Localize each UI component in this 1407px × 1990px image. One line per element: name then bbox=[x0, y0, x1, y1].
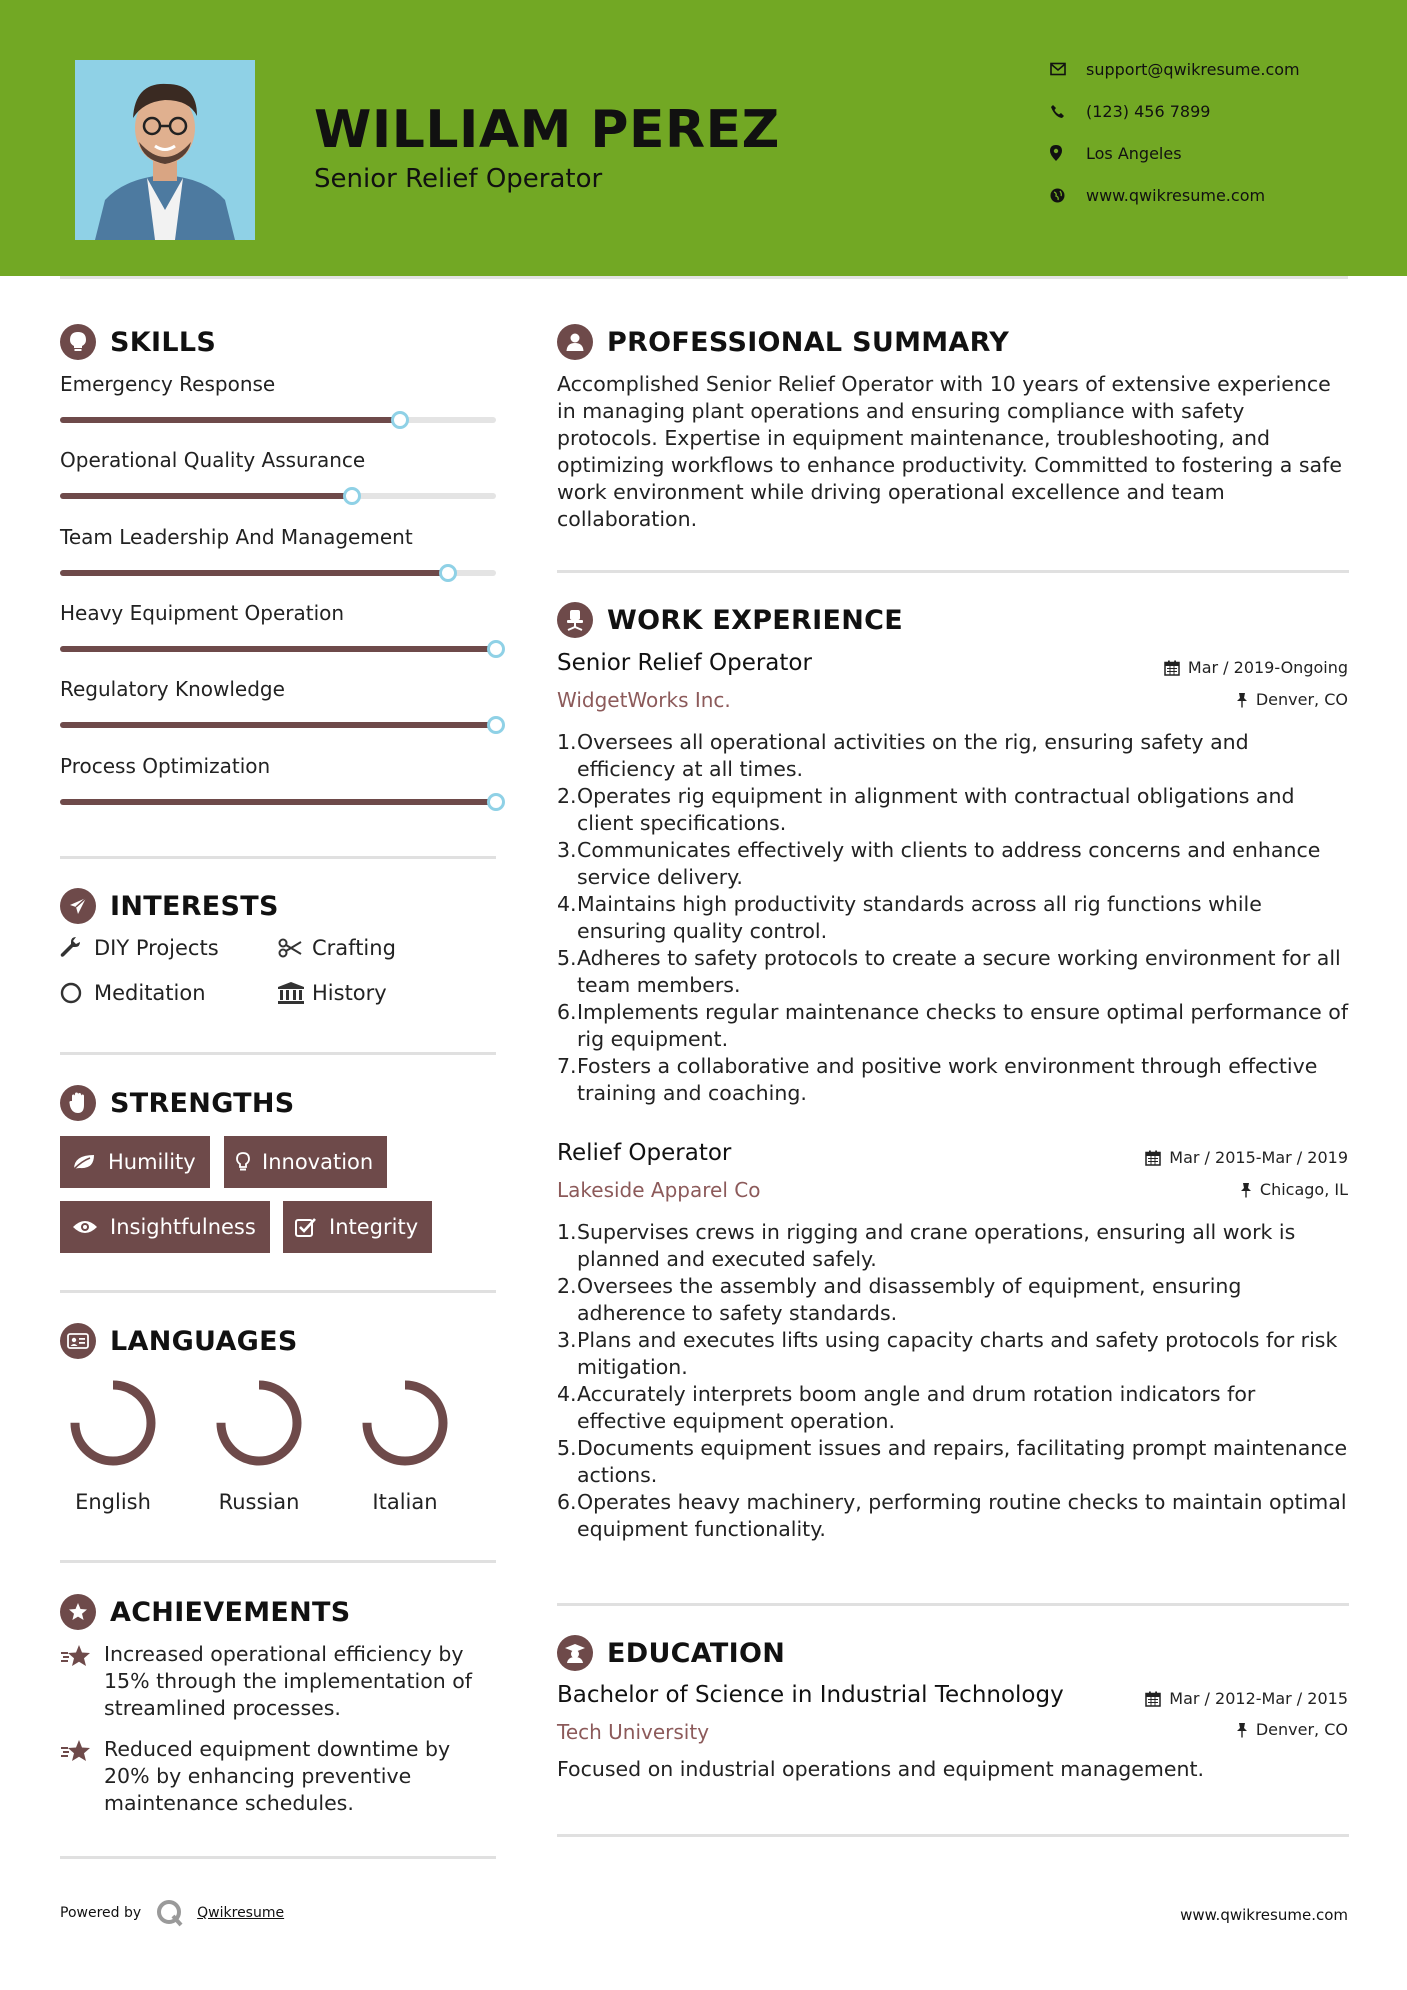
job-duty-item: 4. Maintains high productivity standards across all rig functions while ensuring quality control. bbox=[557, 892, 1262, 943]
hand-icon bbox=[60, 1085, 96, 1121]
section-divider bbox=[557, 1834, 1349, 1837]
skill-bar-knob bbox=[487, 716, 505, 734]
language-ring bbox=[53, 1375, 173, 1479]
job-title: Relief Operator bbox=[557, 1140, 732, 1166]
job-duty-item: 4. Accurately interprets boom angle and drum rotation indicators for effective equipment operation. bbox=[557, 1382, 1256, 1433]
interests-heading: INTERESTS bbox=[60, 888, 279, 924]
skill-bar-knob bbox=[391, 411, 409, 429]
job-dates: Mar / 2015-Mar / 2019 bbox=[1145, 1148, 1348, 1167]
achievements-heading: ACHIEVEMENTS bbox=[60, 1594, 351, 1630]
eye-icon bbox=[72, 1219, 98, 1235]
section-divider bbox=[60, 856, 496, 859]
section-divider bbox=[60, 1560, 496, 1563]
footer-url[interactable]: www.qwikresume.com bbox=[1180, 1906, 1348, 1924]
check-square-icon bbox=[295, 1217, 317, 1237]
section-divider bbox=[557, 1603, 1349, 1606]
job-location: Denver, CO bbox=[1236, 690, 1348, 709]
skill-label: Emergency Response bbox=[60, 372, 276, 396]
job-duty-item: 3. Communicates effectively with clients to address concerns and enhance service delivery. bbox=[557, 838, 1321, 889]
calendar-icon bbox=[1145, 1150, 1161, 1166]
contact-phone[interactable] bbox=[1050, 99, 1390, 123]
language-label: Italian bbox=[372, 1490, 438, 1514]
skill-bar bbox=[60, 570, 496, 576]
education-degree: Bachelor of Science in Industrial Technology bbox=[557, 1682, 1064, 1708]
skill-bar bbox=[60, 799, 496, 805]
pushpin-icon bbox=[1240, 1182, 1252, 1198]
language-ring bbox=[199, 1375, 319, 1479]
strengths-heading: STRENGTHS bbox=[60, 1085, 295, 1121]
star-icon bbox=[60, 1736, 104, 1817]
job-duty-item: 2. Oversees the assembly and disassembly of equipment, ensuring adherence to safety standards. bbox=[557, 1274, 1242, 1325]
job-company: Lakeside Apparel Co bbox=[557, 1178, 761, 1202]
contact-website[interactable] bbox=[1050, 183, 1390, 207]
circle-icon bbox=[60, 982, 94, 1004]
strength-humility: Humility bbox=[60, 1136, 210, 1188]
skill-bar bbox=[60, 646, 496, 652]
scissors-icon bbox=[278, 938, 312, 958]
contact-email[interactable] bbox=[1050, 57, 1390, 81]
achievement-item: Increased operational efficiency by 15% through the implementation of streamlined processes. bbox=[60, 1641, 500, 1722]
header-divider bbox=[60, 276, 1348, 279]
bank-icon bbox=[278, 982, 312, 1004]
job-company: WidgetWorks Inc. bbox=[557, 688, 731, 712]
contact-website-text: www.qwikresume.com bbox=[1086, 185, 1266, 205]
skill-label: Process Optimization bbox=[60, 753, 271, 778]
job-duty-item: 6. Implements regular maintenance checks to ensure optimal performance of rig equipment. bbox=[557, 1000, 1349, 1051]
skill-bar bbox=[60, 493, 496, 499]
education-heading: EDUCATION bbox=[557, 1635, 785, 1671]
skill-bar-fill bbox=[60, 646, 496, 652]
education-school: Tech University bbox=[557, 1720, 710, 1744]
job-duty-item: 5. Documents equipment issues and repairs, facilitating prompt maintenance actions. bbox=[557, 1436, 1348, 1487]
education-location: Denver, CO bbox=[1236, 1720, 1348, 1739]
profile-photo bbox=[75, 60, 255, 240]
education-description: Focused on industrial operations and equipment management. bbox=[557, 1757, 1205, 1781]
skill-label: Heavy Equipment Operation bbox=[60, 600, 345, 625]
experience-heading: WORK EXPERIENCE bbox=[557, 602, 903, 638]
lightbulb-icon bbox=[60, 324, 96, 360]
contact-location bbox=[1050, 141, 1390, 165]
summary-heading: PROFESSIONAL SUMMARY bbox=[557, 324, 1009, 360]
section-divider bbox=[60, 1052, 496, 1055]
job-duty-item: 2. Operates rig equipment in alignment with contractual obligations and client specifications. bbox=[557, 784, 1295, 835]
achievement-item: Reduced equipment downtime by 20% by enhancing preventive maintenance schedules. bbox=[60, 1736, 500, 1817]
candidate-name: WILLIAM PEREZ bbox=[314, 100, 780, 160]
skill-bar-knob bbox=[343, 487, 361, 505]
skill-label: Regulatory Knowledge bbox=[60, 677, 285, 702]
job-duty-item: 7. Fosters a collaborative and positive work environment through effective training and coaching. bbox=[557, 1054, 1318, 1105]
calendar-icon bbox=[1164, 660, 1180, 676]
job-duty-item: 1. Oversees all operational activities on the rig, ensuring safety and efficiency at all times. bbox=[557, 730, 1249, 781]
job-location: Chicago, IL bbox=[1240, 1180, 1348, 1199]
globe-icon bbox=[1050, 188, 1086, 203]
job-duty-item: 1. Supervises crews in rigging and crane operations, ensuring all work is planned and executed safely. bbox=[557, 1220, 1296, 1271]
language-label: English bbox=[75, 1490, 151, 1514]
job-duties-list bbox=[557, 1219, 1349, 1543]
job-duty-item: 5. Adheres to safety protocols to create a secure working environment for all team members. bbox=[557, 946, 1341, 997]
office-chair-icon bbox=[557, 602, 593, 638]
footer-powered-by: Powered by Qwikresume bbox=[60, 1898, 284, 1928]
section-divider bbox=[557, 570, 1349, 573]
job-duty-item: 6. Operates heavy machinery, performing routine checks to maintain optimal equipment functionality. bbox=[557, 1490, 1347, 1541]
section-divider bbox=[60, 1856, 496, 1859]
job-duties-list bbox=[557, 729, 1349, 1107]
wrench-icon bbox=[60, 937, 94, 959]
map-pin-icon bbox=[1050, 145, 1086, 161]
graduate-icon bbox=[557, 1635, 593, 1671]
user-icon bbox=[557, 324, 593, 360]
job-dates: Mar / 2019-Ongoing bbox=[1164, 658, 1348, 677]
interest-crafting: Crafting bbox=[278, 936, 396, 960]
contact-email-text: support@qwikresume.com bbox=[1086, 59, 1300, 79]
footer-brand-link[interactable]: Qwikresume bbox=[197, 1905, 285, 1921]
header-banner bbox=[0, 0, 1407, 276]
section-divider bbox=[60, 1290, 496, 1293]
lightbulb-icon bbox=[236, 1152, 250, 1172]
id-card-icon bbox=[60, 1323, 96, 1359]
interest-history: History bbox=[278, 981, 387, 1005]
star-icon bbox=[60, 1641, 104, 1722]
language-label: Russian bbox=[218, 1490, 300, 1514]
paper-plane-icon bbox=[60, 888, 96, 924]
envelope-icon bbox=[1050, 62, 1086, 76]
skills-heading: SKILLS bbox=[60, 324, 216, 360]
skill-bar-knob bbox=[487, 793, 505, 811]
strength-insightfulness: Insightfulness bbox=[60, 1201, 270, 1253]
skill-bar-knob bbox=[487, 640, 505, 658]
contact-location-text: Los Angeles bbox=[1086, 143, 1182, 163]
candidate-title: Senior Relief Operator bbox=[314, 164, 603, 194]
pushpin-icon bbox=[1236, 692, 1248, 708]
phone-icon bbox=[1050, 104, 1086, 119]
interest-meditation: Meditation bbox=[60, 981, 206, 1005]
language-ring bbox=[345, 1375, 465, 1479]
skill-bar-fill bbox=[60, 493, 352, 499]
skill-label: Team Leadership And Management bbox=[60, 524, 413, 549]
skill-bar-fill bbox=[60, 799, 496, 805]
leaf-icon bbox=[72, 1153, 96, 1171]
star-badge-icon bbox=[60, 1594, 96, 1630]
contact-phone-text: (123) 456 7899 bbox=[1086, 101, 1211, 121]
skill-bar bbox=[60, 417, 496, 423]
interest-diy-projects: DIY Projects bbox=[60, 936, 219, 960]
skill-bar bbox=[60, 722, 496, 728]
job-duty-item: 3. Plans and executes lifts using capacity charts and safety protocols for risk mitigation. bbox=[557, 1328, 1338, 1379]
pushpin-icon bbox=[1236, 1722, 1248, 1738]
qwikresume-logo-icon bbox=[155, 1898, 185, 1928]
calendar-icon bbox=[1145, 1691, 1161, 1707]
strength-integrity: Integrity bbox=[283, 1201, 432, 1253]
summary-text: Accomplished Senior Relief Operator with 10 years of extensive experience in managing plant operations and ensuring compliance with safety protocols. Expertise in equipment maintenance, troubleshooting, and optimizing workflows to enhance productivity. Committed to fostering a safe work environment while driving operational excellence and team collaboration. bbox=[557, 372, 1342, 531]
education-dates: Mar / 2012-Mar / 2015 bbox=[1145, 1689, 1348, 1708]
skill-bar-knob bbox=[439, 564, 457, 582]
job-title: Senior Relief Operator bbox=[557, 650, 812, 676]
skill-label: Operational Quality Assurance bbox=[60, 448, 366, 473]
strength-innovation: Innovation bbox=[224, 1136, 387, 1188]
skill-bar-fill bbox=[60, 722, 496, 728]
languages-heading: LANGUAGES bbox=[60, 1323, 298, 1359]
skill-bar-fill bbox=[60, 417, 400, 423]
skill-bar-fill bbox=[60, 570, 448, 576]
